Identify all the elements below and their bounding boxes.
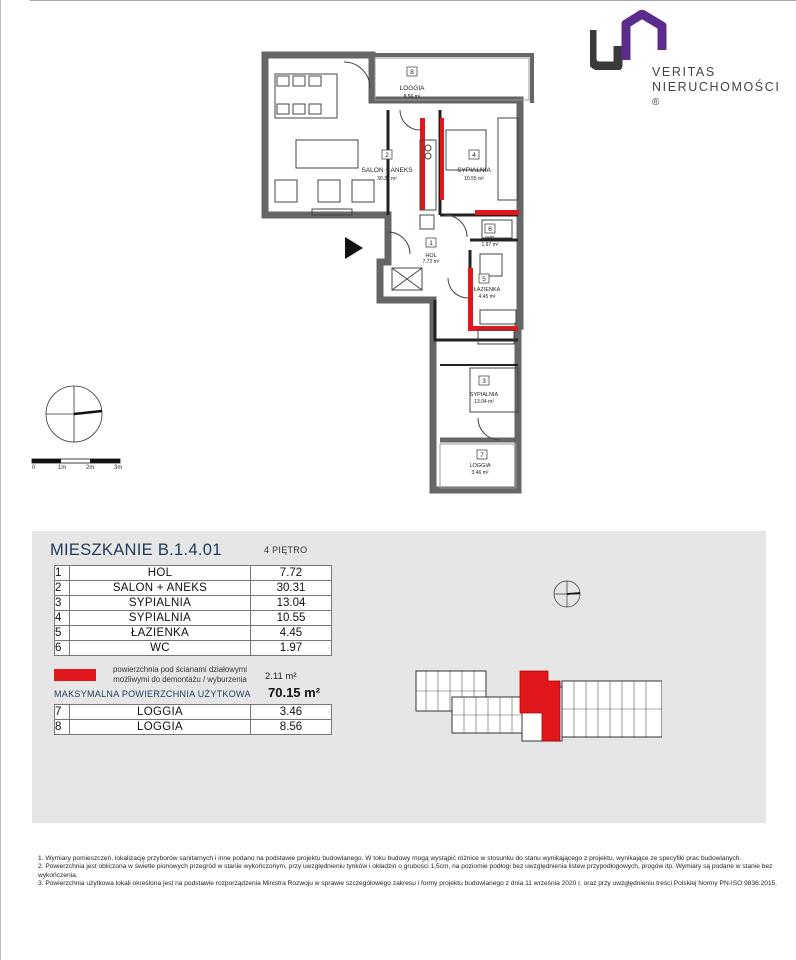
loggia-number: 8 bbox=[55, 720, 70, 735]
scale-label-3: 3m bbox=[114, 465, 123, 471]
room-name: SYPIALNIA bbox=[70, 596, 251, 611]
plan-name-5: ŁAZIENKA bbox=[473, 287, 501, 293]
room-area: 1.97 bbox=[251, 641, 332, 656]
footnote-1: 1. Wymiary pomieszczeń, lokalizację przyborów sanitarnych i inne podano na podstawie projektu budowlanego. W toku budowy mogą wystąpić różnice w stosunku do stanu wynikającego z projektu, wynikające ze specyfiki prac budowlanych. bbox=[38, 855, 742, 862]
plan-area-5: 4.45 m² bbox=[478, 294, 496, 300]
plan-name-8: LOGGIA bbox=[399, 85, 425, 92]
room-number: 1 bbox=[55, 566, 70, 581]
mini-north-arrow-icon bbox=[552, 579, 582, 609]
building-key-plan bbox=[412, 667, 662, 747]
loggia-area: 3.46 bbox=[251, 705, 332, 720]
plan-name-7: LOGGIA bbox=[469, 463, 491, 469]
apartment-title: MIESZKANIE B.1.4.01 bbox=[50, 541, 222, 559]
plan-area-3: 13.04 m² bbox=[474, 399, 494, 405]
plan-name-3: SYPIALNIA bbox=[469, 392, 499, 398]
scale-label-1: 1m bbox=[58, 465, 67, 471]
footnotes bbox=[38, 855, 778, 888]
plan-area-7: 3.46 m² bbox=[471, 470, 489, 476]
plan-area-4: 10.55 m² bbox=[464, 176, 484, 182]
removable-walls-swatch bbox=[54, 669, 96, 681]
plan-area-2: 30.31 m² bbox=[377, 176, 397, 182]
plan-num-4: 4 bbox=[472, 152, 476, 159]
registered-mark: ® bbox=[652, 97, 660, 108]
footnote-3: 3. Powierzchnia użytkowa lokali określona jest na podstawie rozporządzenia Ministra Rozwoju w sprawie szczegółowego zakresu i formy projektu budowlanego z dnia 11 września 2020 r. oraz przy uwzględnieniu treści Polskiej Normy PN-ISO 9836:2015. bbox=[38, 879, 778, 887]
north-arrow-icon bbox=[44, 384, 104, 444]
plan-area-8: 8.56 m² bbox=[403, 94, 421, 100]
room-area: 10.55 bbox=[251, 611, 332, 626]
apartment-info-panel bbox=[32, 531, 766, 823]
room-name: SYPIALNIA bbox=[70, 611, 251, 626]
plan-num-3: 3 bbox=[482, 378, 486, 385]
room-name: ŁAZIENKA bbox=[70, 626, 251, 641]
plan-name-2: SALON + ANEKS bbox=[361, 167, 413, 174]
max-area-label: MAKSYMALNA POWIERZCHNIA UŻYTKOWA bbox=[54, 689, 251, 699]
table-row bbox=[55, 566, 332, 581]
plan-num-8: 8 bbox=[410, 69, 414, 76]
plan-num-5: 5 bbox=[482, 276, 486, 283]
legend-line1: powierzchnia pod ścianami działowymi bbox=[113, 665, 247, 674]
loggias-table bbox=[54, 704, 332, 735]
legend-line2: możliwymi do demontażu / wyburzenia bbox=[113, 675, 247, 684]
room-number: 6 bbox=[55, 641, 70, 656]
plan-name-1: HOL bbox=[425, 253, 437, 259]
scale-label-0: 0 bbox=[32, 465, 36, 471]
room-name: SALON + ANEKS bbox=[70, 581, 251, 596]
table-row bbox=[55, 641, 332, 656]
plan-num-6: 6 bbox=[488, 226, 492, 233]
plan-name-4: SYPIALNIA bbox=[457, 167, 491, 174]
removable-walls-legend bbox=[100, 665, 260, 685]
table-row bbox=[55, 626, 332, 641]
table-row bbox=[55, 611, 332, 626]
room-number: 5 bbox=[55, 626, 70, 641]
plan-num-2: 2 bbox=[385, 152, 389, 159]
room-number: 4 bbox=[55, 611, 70, 626]
rooms-table bbox=[54, 565, 332, 656]
room-number: 3 bbox=[55, 596, 70, 611]
room-area: 7.72 bbox=[251, 566, 332, 581]
table-row bbox=[55, 705, 332, 720]
table-row bbox=[55, 720, 332, 735]
table-row bbox=[55, 596, 332, 611]
table-row bbox=[55, 581, 332, 596]
brand-line2: NIERUCHOMOŚCI bbox=[652, 80, 781, 94]
plan-name-6: WC bbox=[485, 236, 495, 242]
plan-area-6: 1.97 m² bbox=[481, 242, 499, 248]
max-area-value: 70.15 m² bbox=[268, 685, 321, 700]
footnote-2: 2. Powierzchnia jest obliczona w świetle pionowych przegród w stanie wykończonym, przy uwzględnieniu tynków i okładzin o grubości 1,5cm, na poziomie podłogi bez uwzględnienia listew przypodłogowych, progów itp. Wymiary są podane w stanie bez wykończenia. bbox=[38, 863, 773, 879]
loggia-name: LOGGIA bbox=[70, 705, 251, 720]
loggia-number: 7 bbox=[55, 705, 70, 720]
room-name: WC bbox=[70, 641, 251, 656]
room-area: 4.45 bbox=[251, 626, 332, 641]
room-area: 13.04 bbox=[251, 596, 332, 611]
room-area: 30.31 bbox=[251, 581, 332, 596]
removable-walls-area: 2.11 m² bbox=[265, 671, 297, 682]
plan-num-7: 7 bbox=[480, 452, 484, 459]
room-number: 2 bbox=[55, 581, 70, 596]
loggia-area: 8.56 bbox=[251, 720, 332, 735]
room-name: HOL bbox=[70, 566, 251, 581]
scale-label-2: 2m bbox=[86, 465, 95, 471]
plan-area-1: 7.72 m² bbox=[422, 259, 440, 265]
brand-line1: VERITAS bbox=[652, 65, 716, 79]
loggia-name: LOGGIA bbox=[70, 720, 251, 735]
plan-num-1: 1 bbox=[429, 240, 433, 247]
scale-bar bbox=[30, 455, 130, 475]
floor-label: 4 PIĘTRO bbox=[264, 545, 308, 555]
